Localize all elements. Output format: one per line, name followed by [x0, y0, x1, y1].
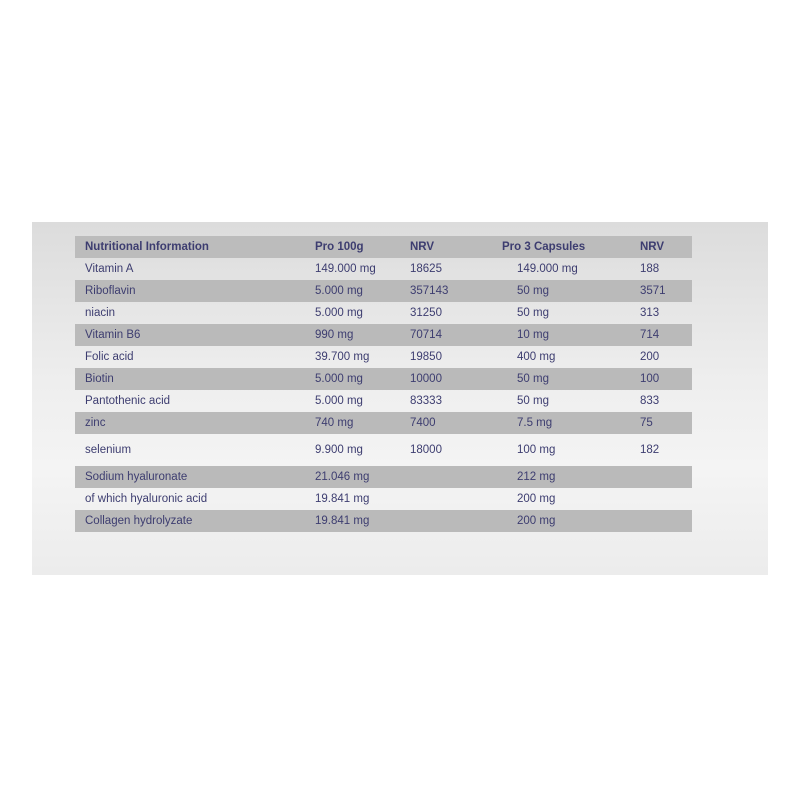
table-cell: 10000: [410, 368, 502, 390]
column-header: NRV: [410, 236, 502, 258]
column-header: Pro 100g: [315, 236, 410, 258]
table-cell: 50 mg: [517, 395, 549, 407]
column-header: NRV: [640, 236, 692, 258]
table-row: [75, 346, 692, 368]
table-row: [75, 390, 692, 412]
table-row: [75, 466, 692, 488]
table-cell: 200 mg: [517, 493, 556, 505]
table-cell: 357143: [410, 280, 502, 302]
table-cell: Sodium hyaluronate: [75, 466, 315, 488]
table-cell: 5.000 mg: [315, 395, 363, 407]
table-cell: 990 mg: [315, 324, 410, 346]
table-cell: Riboflavin: [75, 280, 315, 302]
table-cell: 833: [640, 395, 660, 407]
table-cell: 19.841 mg: [315, 493, 370, 505]
table-row: [75, 302, 692, 324]
table-cell: 200: [640, 351, 660, 363]
table-cell: 3571: [640, 280, 692, 302]
table-cell: 149.000 mg: [517, 263, 578, 275]
table-cell: 7.5 mg: [502, 412, 640, 434]
table-cell: [640, 466, 692, 488]
column-header: Nutritional Information: [75, 236, 315, 258]
table-cell: Vitamin B6: [75, 324, 315, 346]
table-cell: 19850: [410, 351, 442, 363]
table-header: [75, 236, 692, 258]
nutrition-table: [75, 236, 692, 532]
table-cell: Biotin: [75, 368, 315, 390]
table-cell: 83333: [410, 395, 442, 407]
table-cell: [410, 488, 502, 510]
table-cell: 200 mg: [502, 510, 640, 532]
table-cell: of which hyaluronic acid: [85, 493, 208, 505]
table-cell: 50 mg: [517, 307, 549, 319]
table-cell: 75: [640, 412, 692, 434]
table-cell: 39.700 mg: [315, 351, 370, 363]
table-cell: 10 mg: [502, 324, 640, 346]
table-cell: 31250: [410, 307, 442, 319]
table-cell: 400 mg: [517, 351, 556, 363]
table-cell: 50 mg: [502, 280, 640, 302]
table-cell: 100 mg: [517, 444, 556, 456]
table-cell: [410, 466, 502, 488]
table-cell: 18000: [410, 444, 442, 456]
column-header: Pro 3 Capsules: [502, 236, 640, 258]
table-cell: 9.900 mg: [315, 444, 363, 456]
table-cell: 313: [640, 307, 660, 319]
table-cell: niacin: [85, 307, 116, 319]
table-cell: 740 mg: [315, 412, 410, 434]
table-cell: 7400: [410, 412, 502, 434]
table-row: [75, 258, 692, 280]
table-cell: 19.841 mg: [315, 510, 410, 532]
table-cell: 188: [640, 263, 660, 275]
table-row: [75, 324, 692, 346]
table-row: [75, 280, 692, 302]
table-cell: zinc: [75, 412, 315, 434]
table-cell: [640, 488, 692, 510]
table-cell: 149.000 mg: [315, 263, 376, 275]
table-cell: 5.000 mg: [315, 280, 410, 302]
table-cell: 5.000 mg: [315, 368, 410, 390]
table-cell: 21.046 mg: [315, 466, 410, 488]
table-row: [75, 368, 692, 390]
table-cell: 714: [640, 324, 692, 346]
table-cell: Pantothenic acid: [85, 395, 171, 407]
table-cell: Collagen hydrolyzate: [75, 510, 315, 532]
table-cell: 50 mg: [502, 368, 640, 390]
table-cell: [640, 510, 692, 532]
table-row: [75, 488, 692, 510]
table-cell: 182: [640, 444, 660, 456]
table-cell: 5.000 mg: [315, 307, 363, 319]
table-row: [75, 510, 692, 532]
table-cell: 100: [640, 368, 692, 390]
table-cell: [410, 510, 502, 532]
table-row: [75, 412, 692, 434]
table-cell: Vitamin A: [85, 263, 134, 275]
table-cell: 70714: [410, 324, 502, 346]
table-row: [75, 434, 692, 466]
table-cell: 18625: [410, 263, 442, 275]
table-cell: Folic acid: [85, 351, 134, 363]
table-cell: selenium: [85, 444, 132, 456]
table-cell: 212 mg: [502, 466, 640, 488]
